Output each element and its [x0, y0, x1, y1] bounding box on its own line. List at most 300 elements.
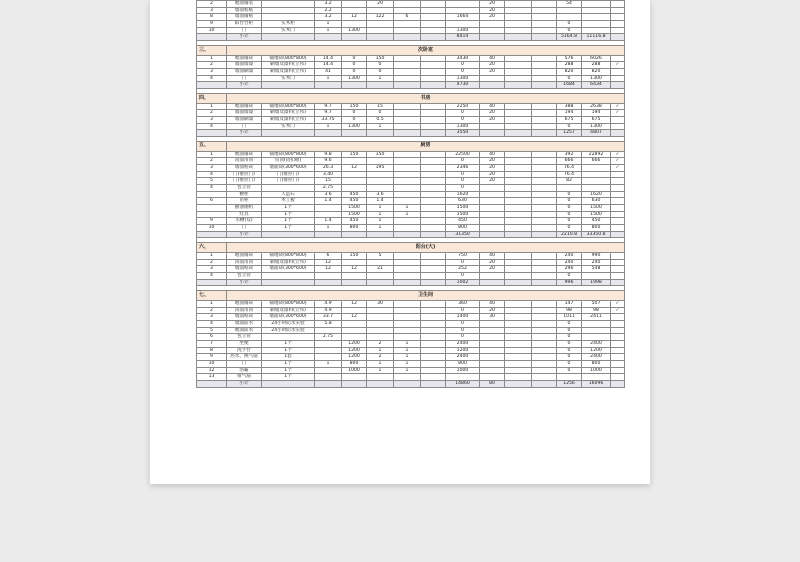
table-cell: [394, 1, 421, 8]
section-header-row: [197, 291, 625, 301]
table-cell: [532, 205, 557, 212]
table-cell: 5164.8: [557, 34, 582, 41]
table-cell: 548: [582, 266, 611, 273]
table-cell: [262, 14, 315, 21]
table-cell: [532, 164, 557, 171]
table-cell: [421, 164, 446, 171]
table-cell: [421, 218, 446, 225]
table-cell: 1500: [446, 211, 480, 218]
table-cell: 122: [367, 14, 394, 21]
table-cell: 26.3: [315, 164, 342, 171]
table-cell: [315, 205, 342, 212]
table-cell: 1: [367, 211, 394, 218]
table-cell: 0: [367, 62, 394, 69]
table-cell: 6026: [582, 55, 611, 62]
table-cell: 2250: [446, 103, 480, 110]
table-cell: 1300: [446, 75, 480, 82]
table-cell: 0: [446, 320, 480, 327]
table-cell: 3: [197, 266, 227, 273]
table-row: [197, 367, 625, 374]
table-cell: 0: [557, 218, 582, 225]
table-cell: 1: [315, 361, 342, 368]
table-cell: [505, 314, 532, 321]
table-cell: [394, 130, 421, 137]
table-cell: [197, 34, 227, 41]
table-cell: 6: [315, 252, 342, 259]
section-header-row: [197, 94, 625, 104]
table-cell: 4: [197, 171, 227, 178]
table-cell: [315, 211, 342, 218]
table-cell: 392: [557, 151, 582, 158]
table-cell: [421, 69, 446, 76]
table-cell: [262, 334, 315, 341]
table-cell: 0: [446, 178, 480, 185]
table-cell: [197, 191, 227, 198]
table-cell: 排气扇: [227, 374, 262, 381]
table-cell: 20: [480, 110, 505, 117]
table-cell: [532, 347, 557, 354]
table-cell: 0: [557, 198, 582, 205]
table-cell: 8414: [446, 34, 480, 41]
table-cell: [505, 69, 532, 76]
table-cell: [394, 62, 421, 69]
table-cell: [532, 252, 557, 259]
table-cell: [394, 103, 421, 110]
table-cell: [394, 334, 421, 341]
table-cell: 1: [394, 367, 421, 374]
section-title: 厨房: [227, 142, 625, 152]
table-cell: [557, 184, 582, 191]
table-cell: 800: [582, 361, 611, 368]
table-cell: [611, 266, 625, 273]
table-row: [197, 252, 625, 259]
table-cell: [611, 75, 625, 82]
table-cell: [582, 334, 611, 341]
table-cell: [532, 184, 557, 191]
table-cell: 1: [367, 347, 394, 354]
table-cell: [505, 266, 532, 273]
table-cell: 1: [197, 300, 227, 307]
table-cell: 0: [446, 158, 480, 165]
table-cell: [582, 164, 611, 171]
table-cell: [611, 69, 625, 76]
table-cell: 5: [367, 252, 394, 259]
table-cell: [315, 381, 342, 388]
table-cell: 1: [367, 205, 394, 212]
table-cell: 0: [557, 21, 582, 28]
table-cell: [197, 279, 227, 286]
table-cell: 门(推拉门): [227, 178, 262, 185]
table-cell: [421, 314, 446, 321]
section-number: 三、: [197, 46, 227, 56]
table-cell: [505, 341, 532, 348]
table-cell: 388: [557, 103, 582, 110]
table-cell: [367, 381, 394, 388]
table-cell: [421, 347, 446, 354]
table-cell: [582, 27, 611, 34]
table-cell: 铺地砖(800*800): [262, 103, 315, 110]
table-cell: 150: [367, 55, 394, 62]
table-cell: 98: [582, 307, 611, 314]
table-cell: ✓: [611, 307, 625, 314]
table-cell: [532, 218, 557, 225]
table-cell: 1300: [582, 75, 611, 82]
table-cell: 1: [367, 75, 394, 82]
table-cell: 小计: [227, 381, 262, 388]
table-cell: 820: [557, 69, 582, 76]
table-cell: 252: [446, 266, 480, 273]
table-cell: [342, 158, 367, 165]
table-cell: 0: [557, 361, 582, 368]
table-cell: 2400: [582, 354, 611, 361]
table-cell: 包立管: [227, 334, 262, 341]
table-cell: [421, 279, 446, 286]
table-cell: 地面铺砖: [227, 151, 262, 158]
table-cell: 1: [394, 347, 421, 354]
table-cell: 2638: [582, 103, 611, 110]
table-cell: [367, 279, 394, 286]
table-cell: [421, 367, 446, 374]
table-cell: [532, 151, 557, 158]
table-cell: 1200: [446, 347, 480, 354]
table-cell: [367, 21, 394, 28]
table-cell: 2400: [446, 354, 480, 361]
table-cell: [611, 21, 625, 28]
table-cell: [505, 381, 532, 388]
table-cell: 1: [394, 205, 421, 212]
table-cell: [505, 367, 532, 374]
table-cell: [480, 75, 505, 82]
table-cell: [342, 1, 367, 8]
table-cell: 4: [197, 273, 227, 280]
table-cell: [315, 367, 342, 374]
table-cell: [480, 354, 505, 361]
table-cell: 1300: [342, 27, 367, 34]
table-cell: 40: [480, 151, 505, 158]
table-cell: [611, 273, 625, 280]
table-cell: [582, 171, 611, 178]
table-cell: 铺地砖(800*800): [262, 55, 315, 62]
table-cell: [367, 327, 394, 334]
table-cell: [342, 374, 367, 381]
table-cell: 1684: [557, 82, 582, 89]
table-cell: ✓: [611, 110, 625, 117]
table-cell: [532, 62, 557, 69]
table-cell: 10: [197, 361, 227, 368]
section-header-row: [197, 243, 625, 253]
table-row: [197, 110, 625, 117]
table-row: [197, 21, 625, 28]
table-cell: [480, 225, 505, 232]
table-cell: [611, 211, 625, 218]
table-cell: 288: [582, 62, 611, 69]
table-cell: 浴霸: [227, 367, 262, 374]
table-cell: 0: [557, 273, 582, 280]
table-cell: 12: [342, 164, 367, 171]
table-cell: [197, 231, 227, 238]
table-cell: [505, 320, 532, 327]
table-cell: [446, 7, 480, 14]
table-cell: [367, 178, 394, 185]
subtotal-row: [197, 34, 625, 41]
table-cell: [421, 354, 446, 361]
table-cell: 31350: [446, 231, 480, 238]
table-cell: 4730: [446, 82, 480, 89]
table-cell: 30: [480, 314, 505, 321]
table-cell: 地面铺砖: [227, 300, 262, 307]
table-cell: 1.4: [315, 198, 342, 205]
table-cell: 1: [394, 211, 421, 218]
table-cell: [582, 374, 611, 381]
table-cell: [315, 231, 342, 238]
table-cell: 12: [342, 266, 367, 273]
table-cell: [505, 75, 532, 82]
table-cell: 地面铺装: [227, 1, 262, 8]
table-cell: [394, 21, 421, 28]
table-cell: 0: [367, 69, 394, 76]
table-cell: 41: [315, 69, 342, 76]
table-cell: 800: [342, 361, 367, 368]
table-cell: [505, 178, 532, 185]
table-cell: [394, 178, 421, 185]
table-cell: 1: [197, 55, 227, 62]
table-cell: [421, 1, 446, 8]
table-cell: [505, 191, 532, 198]
table-cell: 4: [197, 75, 227, 82]
table-cell: 实木门: [262, 123, 315, 130]
table-row: [197, 361, 625, 368]
table-cell: [611, 123, 625, 130]
table-cell: [197, 211, 227, 218]
table-cell: [421, 7, 446, 14]
table-cell: 14.4: [315, 62, 342, 69]
table-cell: 门(推拉门): [262, 171, 315, 178]
table-cell: [394, 259, 421, 266]
table-cell: [557, 7, 582, 14]
table-cell: [505, 354, 532, 361]
table-cell: [611, 354, 625, 361]
table-cell: [582, 178, 611, 185]
table-cell: [532, 191, 557, 198]
table-cell: 1200: [582, 347, 611, 354]
table-cell: 0: [557, 27, 582, 34]
table-cell: 1个: [262, 341, 315, 348]
table-cell: 1.4: [367, 198, 394, 205]
table-cell: 6: [394, 14, 421, 21]
table-cell: [505, 361, 532, 368]
table-cell: [342, 320, 367, 327]
table-cell: [342, 178, 367, 185]
table-cell: [367, 273, 394, 280]
table-cell: [394, 320, 421, 327]
table-cell: [611, 191, 625, 198]
table-cell: 0: [342, 116, 367, 123]
table-row: [197, 151, 625, 158]
table-cell: [505, 103, 532, 110]
table-cell: 1200: [342, 341, 367, 348]
table-row: [197, 14, 625, 21]
table-cell: 0: [557, 347, 582, 354]
table-cell: 水槽(双): [227, 218, 262, 225]
table-cell: 2.2: [315, 7, 342, 14]
document-page: [150, 0, 650, 484]
table-cell: 墙面粘贴: [227, 7, 262, 14]
table-cell: 240: [557, 259, 582, 266]
table-cell: 33350.8: [582, 231, 611, 238]
table-cell: [421, 27, 446, 34]
table-cell: [611, 1, 625, 8]
table-cell: 0: [557, 191, 582, 198]
table-cell: [532, 279, 557, 286]
table-cell: [532, 110, 557, 117]
table-cell: 2: [367, 341, 394, 348]
table-cell: 33.75: [315, 116, 342, 123]
table-cell: 8: [197, 347, 227, 354]
table-cell: 80: [480, 381, 505, 388]
table-cell: 0: [557, 341, 582, 348]
table-cell: 800: [446, 225, 480, 232]
table-cell: 20: [480, 1, 505, 8]
table-cell: [505, 279, 532, 286]
table-cell: [505, 82, 532, 89]
table-cell: 990: [582, 252, 611, 259]
table-cell: [505, 300, 532, 307]
table-row: [197, 374, 625, 381]
table-row: [197, 259, 625, 266]
table-cell: [505, 34, 532, 41]
table-cell: [505, 259, 532, 266]
table-cell: ✓: [611, 300, 625, 307]
table-cell: 灶具: [227, 211, 262, 218]
table-cell: 76.4: [557, 164, 582, 171]
table-cell: [421, 381, 446, 388]
table-cell: 195: [367, 164, 394, 171]
table-cell: [367, 231, 394, 238]
table-cell: [342, 34, 367, 41]
table-cell: [532, 27, 557, 34]
table-row: [197, 1, 625, 8]
table-cell: 门(推拉门): [262, 178, 315, 185]
table-cell: [315, 82, 342, 89]
table-cell: 0: [557, 211, 582, 218]
subtotal-row: [197, 231, 625, 238]
table-cell: [394, 171, 421, 178]
table-cell: 1000: [446, 367, 480, 374]
table-row: [197, 347, 625, 354]
table-row: [197, 307, 625, 314]
table-cell: [342, 381, 367, 388]
table-cell: [421, 191, 446, 198]
table-cell: 24小时防水实验: [262, 320, 315, 327]
table-row: [197, 158, 625, 165]
table-cell: [505, 21, 532, 28]
table-cell: 实木柜: [262, 21, 315, 28]
table-cell: 1: [394, 361, 421, 368]
table-cell: 墙面贴砖: [227, 164, 262, 171]
table-cell: [342, 334, 367, 341]
table-cell: 墙面刷漆: [227, 116, 262, 123]
table-cell: 2346: [446, 164, 480, 171]
table-cell: 3.40: [315, 171, 342, 178]
table-cell: 墙面贴砖: [227, 266, 262, 273]
table-cell: [262, 82, 315, 89]
table-cell: [611, 14, 625, 21]
table-cell: 20: [480, 7, 505, 14]
table-cell: 54: [557, 1, 582, 8]
table-cell: 3: [197, 7, 227, 14]
table-cell: 墙面砖(300*600): [262, 164, 315, 171]
table-cell: 4807: [582, 130, 611, 137]
table-cell: 10: [197, 27, 227, 34]
table-cell: [532, 123, 557, 130]
table-cell: [480, 327, 505, 334]
table-cell: 1: [315, 225, 342, 232]
table-cell: 2.75: [315, 184, 342, 191]
table-cell: 6: [197, 198, 227, 205]
table-cell: [421, 21, 446, 28]
table-cell: [532, 327, 557, 334]
table-cell: 1011: [557, 314, 582, 321]
table-cell: [367, 171, 394, 178]
table-cell: [421, 374, 446, 381]
table-cell: [394, 374, 421, 381]
table-cell: [315, 273, 342, 280]
table-cell: [480, 130, 505, 137]
table-cell: 0: [342, 62, 367, 69]
table-cell: 194: [582, 110, 611, 117]
table-cell: 666: [582, 158, 611, 165]
table-cell: [532, 361, 557, 368]
table-cell: [315, 354, 342, 361]
table-cell: [611, 259, 625, 266]
table-cell: 40: [480, 300, 505, 307]
table-cell: [532, 300, 557, 307]
table-cell: 4: [197, 184, 227, 191]
table-cell: 150: [367, 151, 394, 158]
table-row: [197, 75, 625, 82]
table-cell: [480, 198, 505, 205]
table-cell: 24小时防水实验: [262, 327, 315, 334]
table-cell: 0: [342, 69, 367, 76]
table-cell: [394, 55, 421, 62]
table-cell: [394, 158, 421, 165]
table-cell: 刷墙及漆料(立邦): [262, 110, 315, 117]
table-cell: [367, 82, 394, 89]
table-cell: 1: [315, 27, 342, 34]
table-cell: [394, 225, 421, 232]
table-cell: 800: [582, 225, 611, 232]
table-cell: [532, 75, 557, 82]
table-cell: [262, 1, 315, 8]
table-cell: 0: [446, 116, 480, 123]
table-cell: [421, 151, 446, 158]
table-cell: ✓: [611, 164, 625, 171]
table-cell: [367, 7, 394, 14]
table-cell: [532, 307, 557, 314]
table-cell: 橱柜: [227, 191, 262, 198]
table-cell: 小计: [227, 130, 262, 137]
table-cell: 1: [315, 75, 342, 82]
table-cell: 1500: [582, 205, 611, 212]
table-cell: 0: [446, 69, 480, 76]
table-cell: 450: [582, 218, 611, 225]
table-cell: [505, 151, 532, 158]
table-cell: 0: [557, 354, 582, 361]
table-cell: [367, 158, 394, 165]
section-number: 四、: [197, 94, 227, 104]
table-row: [197, 273, 625, 280]
table-cell: [262, 7, 315, 14]
